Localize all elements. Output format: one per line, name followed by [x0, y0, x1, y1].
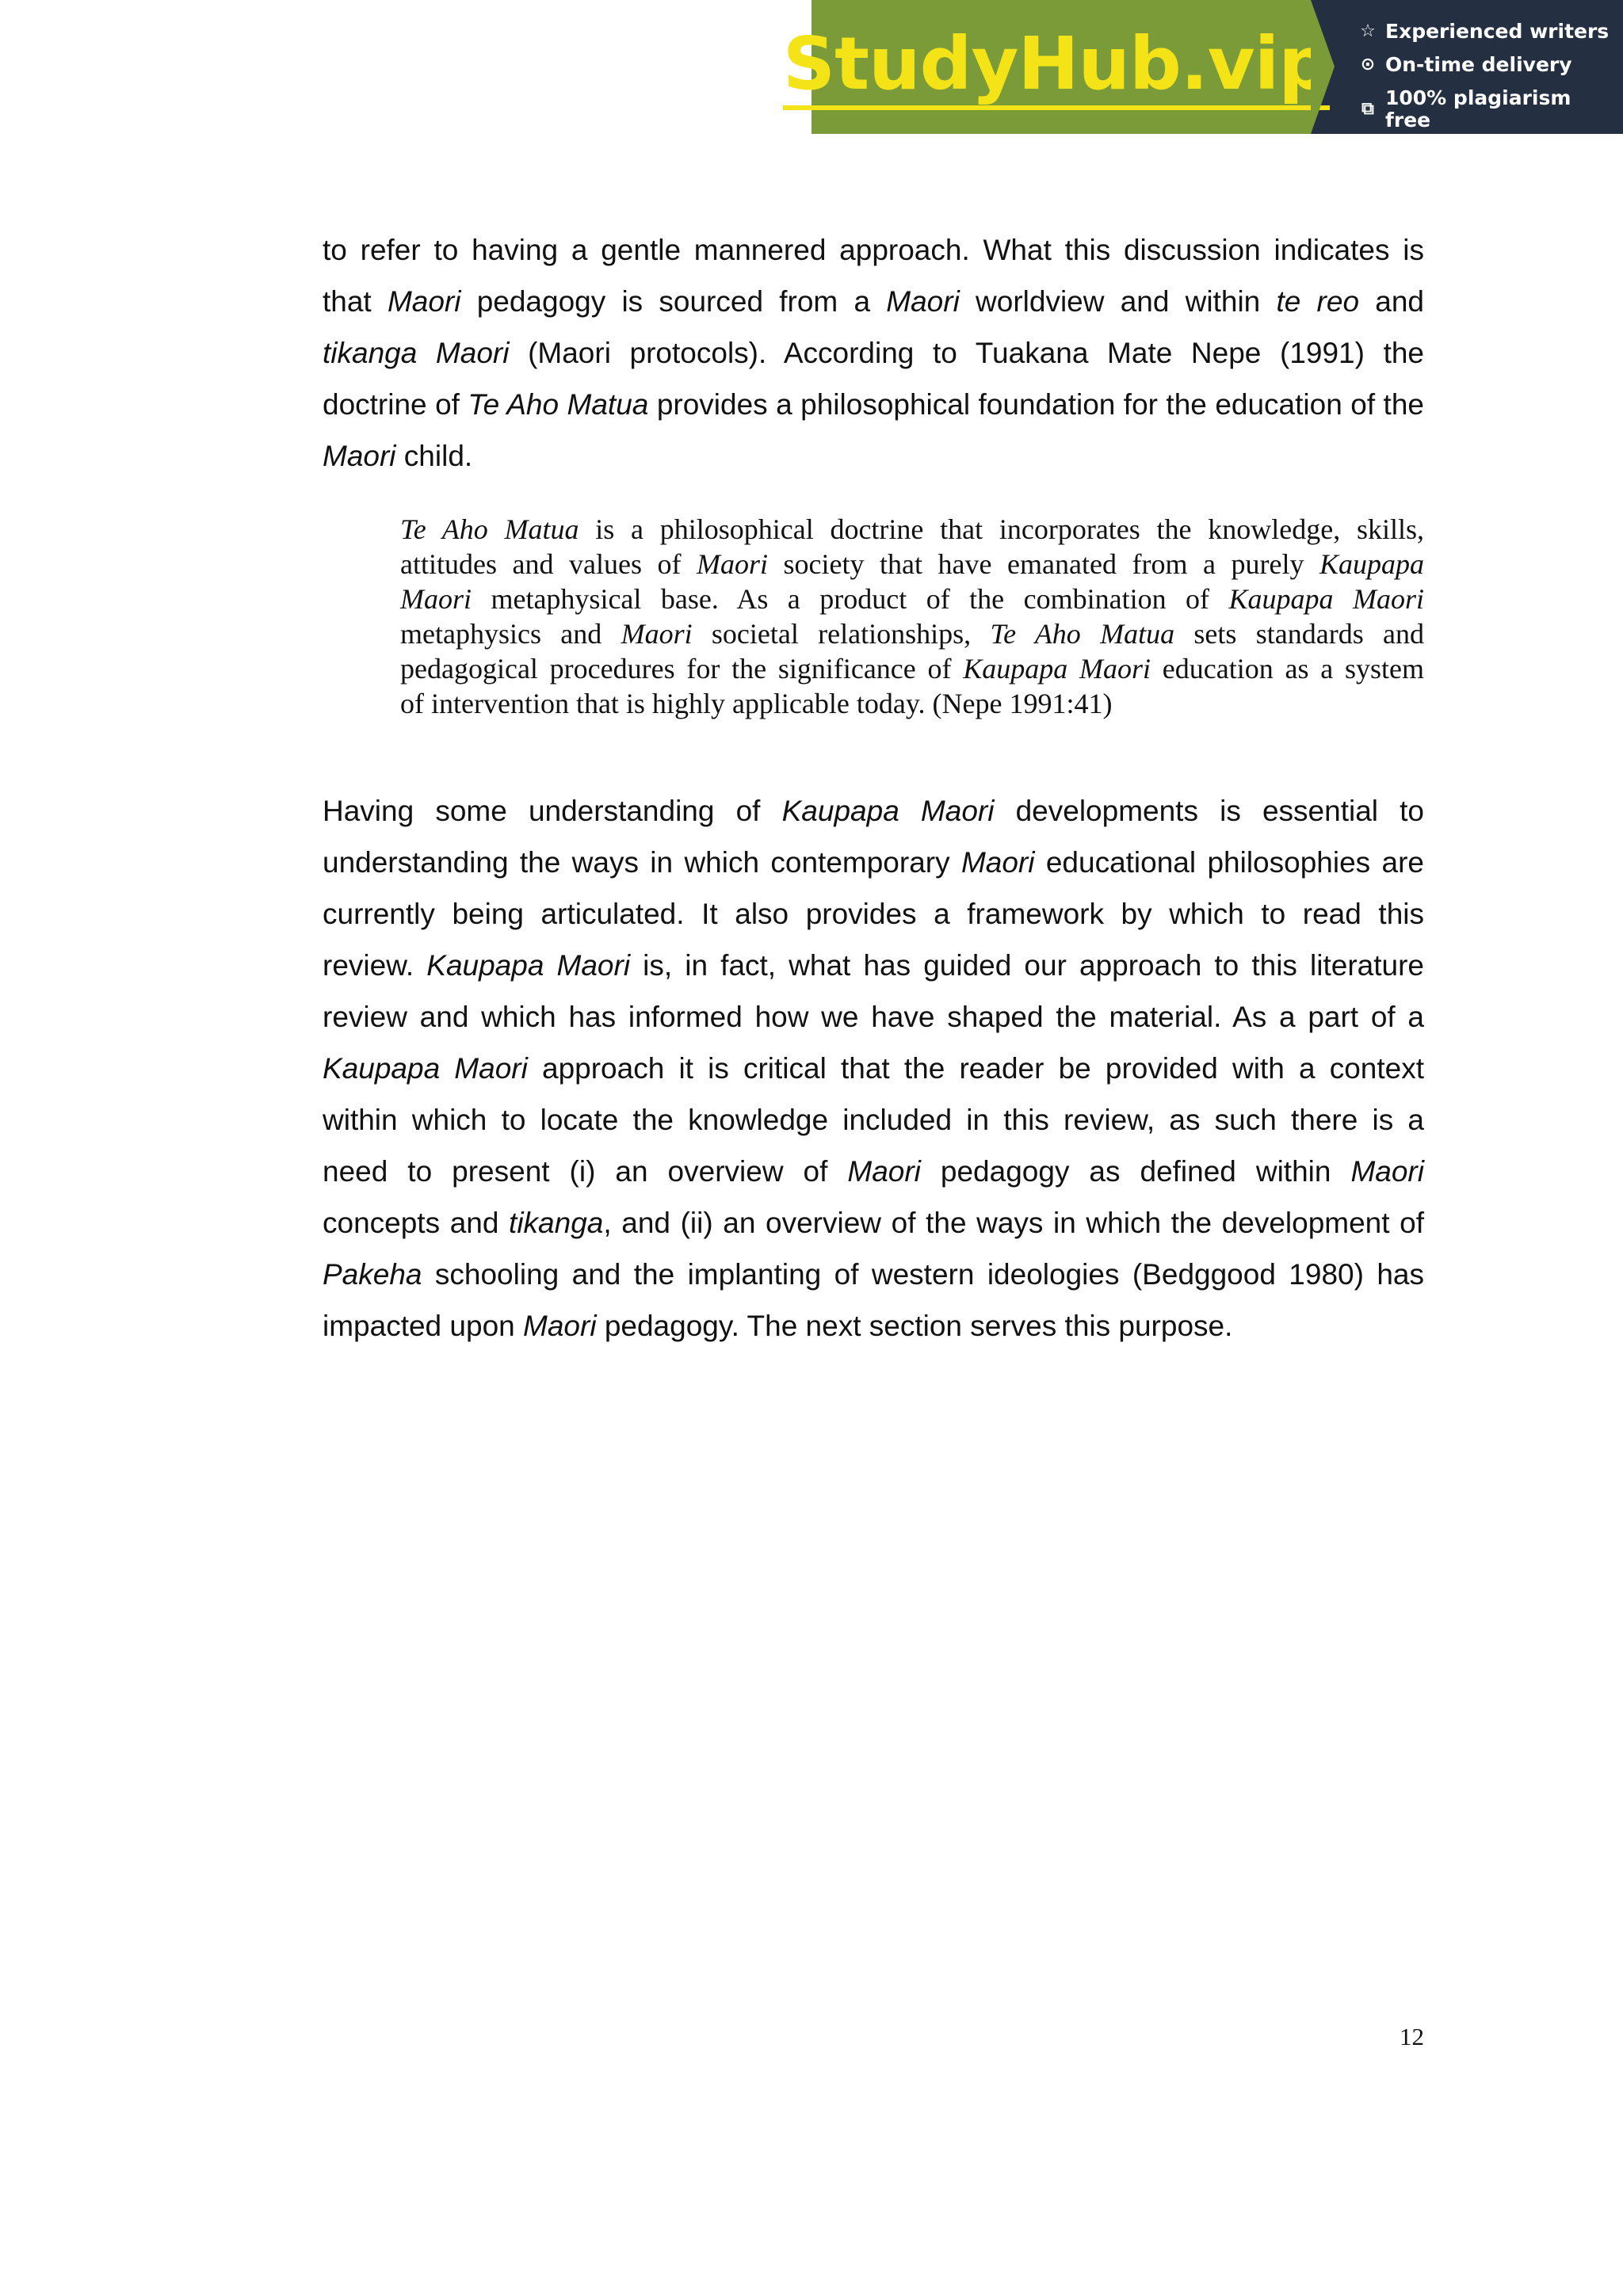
- line: [400, 686, 1424, 721]
- text: pedagogy as defined within: [920, 1155, 1351, 1188]
- text: pedagogical procedures for the significance of: [400, 653, 964, 685]
- text: developments is essential to: [994, 795, 1424, 827]
- line: [323, 430, 1424, 482]
- italic-term: tikanga Maori: [323, 337, 510, 369]
- italic-term: Kaupapa Maori: [781, 795, 995, 827]
- line: [323, 1249, 1424, 1300]
- line: [323, 888, 1424, 940]
- text: child.: [395, 440, 473, 472]
- page-number: 12: [1400, 2023, 1424, 2050]
- italic-term: Kaupapa Maori: [323, 1052, 528, 1085]
- text: review and which has informed how we have shaped the material. As a part of a: [323, 1001, 1424, 1033]
- text: pedagogy is sourced from a: [460, 285, 887, 318]
- block-quote: [400, 512, 1424, 721]
- line: [400, 651, 1424, 686]
- text: is a philosophical doctrine that incorporates the knowledge, skills,: [579, 513, 1424, 545]
- line: [323, 837, 1424, 888]
- italic-term: Kaupapa: [1319, 548, 1424, 580]
- italic-term: Kaupapa Maori: [426, 949, 631, 982]
- body-paragraph-1: [323, 224, 1424, 482]
- document-icon: ⧉: [1361, 99, 1374, 119]
- line: [323, 991, 1424, 1043]
- line: [400, 512, 1424, 547]
- studyhub-banner[interactable]: [782, 0, 1623, 134]
- line: [323, 276, 1424, 327]
- italic-term: Te Aho Matua: [990, 618, 1175, 650]
- text: provides a philosophical foundation for the education of the: [648, 388, 1424, 421]
- text: attitudes and values of: [400, 548, 697, 580]
- text: doctrine of: [323, 388, 468, 421]
- italic-term: Pakeha: [323, 1258, 422, 1291]
- line: [323, 1094, 1424, 1146]
- line: [400, 582, 1424, 616]
- feature-label: On-time delivery: [1385, 53, 1572, 76]
- feature-list: [1311, 0, 1623, 134]
- italic-term: Maori: [960, 846, 1035, 879]
- text: worldview and within: [959, 285, 1277, 318]
- text: schooling and the implanting of western ideologies (Bedggood 1980) has: [422, 1258, 1424, 1291]
- italic-term: Maori: [847, 1155, 921, 1188]
- text: approach it is critical that the reader be provided with a context: [527, 1052, 1424, 1085]
- italic-term: Maori: [886, 285, 960, 318]
- text: metaphysical base. As a product of the combination of: [472, 583, 1229, 615]
- italic-term: Maori: [523, 1310, 597, 1342]
- text: and: [1359, 285, 1424, 318]
- text: Having some understanding of: [323, 795, 782, 827]
- feature-label: 100% plagiarism free: [1384, 86, 1571, 132]
- italic-term: Kaupapa Maori: [963, 653, 1151, 685]
- line: [323, 1300, 1424, 1352]
- line: [400, 547, 1424, 582]
- line: [323, 224, 1424, 276]
- italic-term: Maori: [400, 583, 472, 615]
- text: is, in fact, what has guided our approach to this literature: [630, 949, 1424, 982]
- italic-term: tikanga: [509, 1207, 604, 1239]
- studyhub-logo[interactable]: StudyHub.vip: [783, 25, 1330, 110]
- text: metaphysics and: [400, 618, 621, 650]
- italic-term: Maori: [1350, 1155, 1424, 1188]
- line: [323, 1043, 1424, 1094]
- italic-term: Kaupapa Maori: [1228, 583, 1424, 615]
- line: [323, 327, 1424, 379]
- brand-panel[interactable]: [782, 0, 1331, 134]
- line: [323, 940, 1424, 991]
- feature-on-time-delivery: [1358, 54, 1623, 76]
- text: pedagogy. The next section serves this purpose.: [596, 1310, 1233, 1342]
- text: to refer to having a gentle mannered approach. What this discussion indicates is: [323, 234, 1424, 266]
- text: societal relationships,: [692, 618, 991, 650]
- line: [323, 379, 1424, 430]
- feature-label: Experienced writers: [1385, 20, 1610, 43]
- line: [400, 616, 1424, 651]
- star-icon: ☆: [1360, 21, 1376, 41]
- text: currently being articulated. It also provides a framework by which to read this: [323, 898, 1424, 930]
- italic-term: Maori: [621, 618, 693, 650]
- body-paragraph-2: [323, 785, 1424, 1352]
- text: within which to locate the knowledge included in this review, as such there is a: [323, 1104, 1424, 1136]
- italic-term: Maori: [697, 548, 769, 580]
- line: [323, 1197, 1424, 1249]
- text: sets standards and: [1174, 618, 1424, 650]
- line: [323, 1146, 1424, 1197]
- text: impacted upon: [323, 1310, 524, 1342]
- line: [323, 785, 1424, 837]
- text: that: [323, 285, 388, 318]
- banner-arrow: [1311, 0, 1335, 134]
- feature-plagiarism-free: [1358, 87, 1623, 132]
- text: society that have emanated from a purely: [768, 548, 1319, 580]
- text: of intervention that is highly applicable today. (Nepe 1991:41): [400, 688, 1113, 719]
- italic-term: te reo: [1276, 285, 1360, 318]
- italic-term: Te Aho Matua: [468, 388, 649, 421]
- text: , and (ii) an overview of the ways in which the development of: [603, 1207, 1425, 1239]
- text: education as a system: [1151, 653, 1424, 685]
- italic-term: Maori: [387, 285, 461, 318]
- text: educational philosophies are: [1034, 846, 1424, 879]
- text: (Maori protocols). According to Tuakana Mate Nepe (1991) the: [509, 337, 1425, 369]
- italic-term: Maori: [323, 440, 396, 472]
- text: concepts and: [323, 1207, 510, 1239]
- text: review.: [323, 949, 427, 982]
- text: understanding the ways in which contemporary: [323, 846, 961, 879]
- feature-experienced-writers: [1358, 21, 1623, 43]
- clock-icon: ⊙: [1360, 55, 1376, 74]
- text: need to present (i) an overview of: [323, 1155, 848, 1188]
- italic-term: Te Aho Matua: [400, 513, 579, 545]
